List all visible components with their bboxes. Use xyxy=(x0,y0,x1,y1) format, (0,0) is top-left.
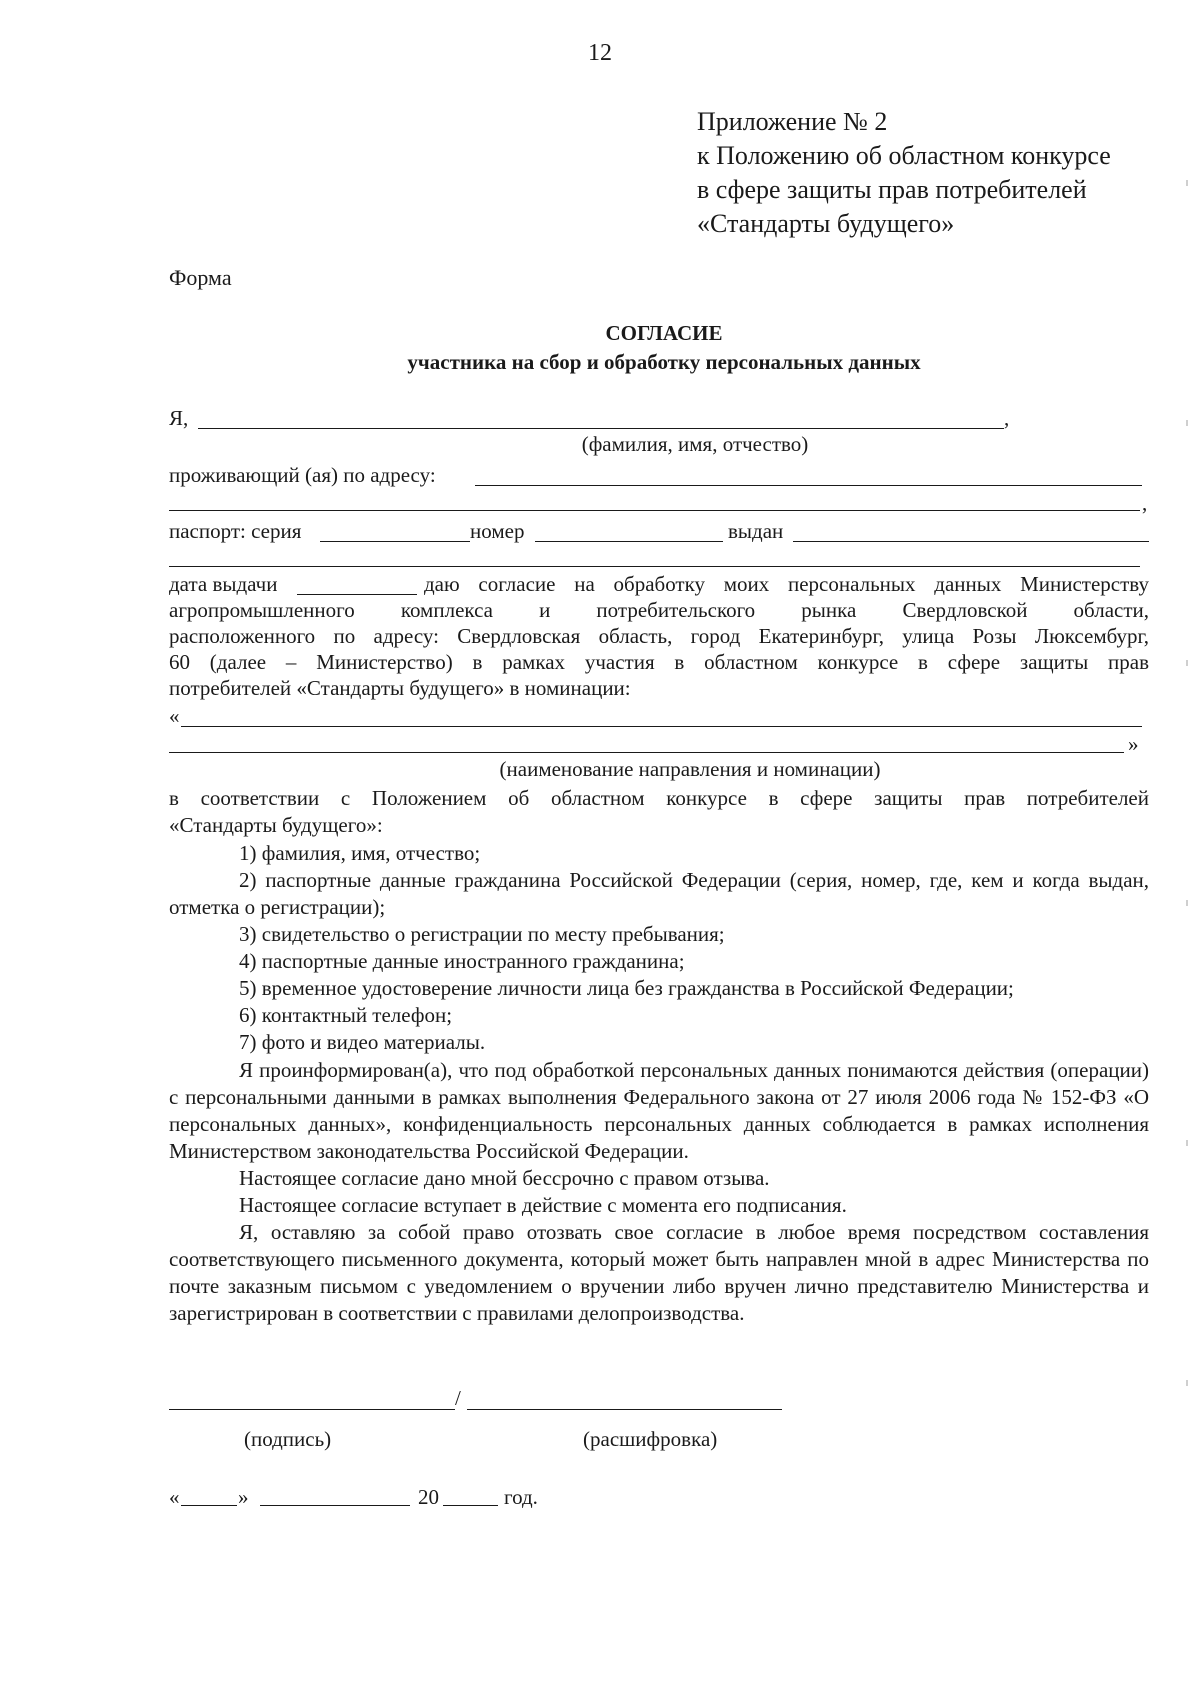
paragraph-revoke: Я, оставляю за собой право отозвать свое согласие в любое время посредством составления соответствующего письменного документа, который может быть направлен мной в адрес Министерства по почте заказным письмом с уведомлением о вручении либо вручен лично представителю Министерства и зарегистрирован в соответствии с правилами делопроизводства. xyxy=(169,1220,1149,1325)
signature-line[interactable] xyxy=(169,1409,455,1410)
nomination-line-1[interactable] xyxy=(181,726,1142,727)
address-line-1[interactable] xyxy=(475,485,1142,486)
scan-edge-mark xyxy=(1186,1380,1188,1386)
consent-line-1: даю согласие на обработку моих персональных данных Министерству xyxy=(424,572,1149,596)
consent-line-5: потребителей «Стандарты будущего» в номинации: xyxy=(169,676,631,700)
nomination-open-quote: « xyxy=(169,704,180,728)
date-close-quote: » xyxy=(238,1485,249,1509)
nomination-line-2[interactable] xyxy=(169,752,1124,753)
passport-series-line[interactable] xyxy=(320,541,470,542)
scan-edge-mark xyxy=(1186,180,1188,186)
page-number: 12 xyxy=(588,40,612,66)
decode-line[interactable] xyxy=(467,1409,782,1410)
paragraphs xyxy=(169,1057,1149,1327)
issue-date-label: дата выдачи xyxy=(169,572,278,596)
passport-number-label: номер xyxy=(470,519,525,543)
passport-issued-line[interactable] xyxy=(793,541,1149,542)
signature-caption: (подпись) xyxy=(244,1427,332,1451)
signature-slash: / xyxy=(455,1386,461,1410)
appendix-sphere: в сфере защиты прав потребителей xyxy=(697,175,1087,204)
address-label: проживающий (ая) по адресу: xyxy=(169,463,436,487)
nomination-caption: (наименование направления и номинации) xyxy=(499,757,881,781)
list-item: 1) фамилия, имя, отчество; xyxy=(239,841,481,865)
appendix-header xyxy=(697,105,1111,241)
consent-line-4: 60 (далее – Министерство) в рамках участия в областном конкурсе в сфере защиты прав xyxy=(169,650,1149,674)
nomination-close-quote: » xyxy=(1128,732,1139,756)
decode-caption: (расшифровка) xyxy=(583,1427,718,1451)
form-label: Форма xyxy=(169,265,232,290)
passport-issued-label: выдан xyxy=(728,519,784,543)
date-year-prefix: 20 xyxy=(418,1485,439,1509)
document-subtitle: участника на сбор и обработку персональных данных xyxy=(407,350,921,374)
list-item: 2) паспортные данные гражданина Российской Федерации (серия, номер, где, кем и когда выдан, отметка о регистрации); xyxy=(169,868,1149,919)
paragraph-informed: Я проинформирован(а), что под обработкой персональных данных понимаются действия (операции) с персональными данными в рамках выполнения Федерального закона от 27 июля 2006 года № 152-ФЗ «О персональных данных», конфиденциальность персональных данных соблюдается в рамках исполнения Министерством законодательства Российской Федерации. xyxy=(169,1058,1149,1163)
accordance-line: в соответствии с Положением об областном конкурсе в сфере защиты прав потребителей xyxy=(169,786,1149,810)
list-item: 3) свидетельство о регистрации по месту пребывания; xyxy=(239,922,725,946)
list-item: 5) временное удостоверение личности лица без гражданства в Российской Федерации; xyxy=(239,976,1014,1000)
date-day-line[interactable] xyxy=(181,1505,237,1506)
passport-number-line[interactable] xyxy=(535,541,723,542)
list-item: 4) паспортные данные иностранного гражданина; xyxy=(239,949,685,973)
scan-edge-mark xyxy=(1186,660,1188,666)
appendix-contest-name: «Стандарты будущего» xyxy=(697,209,955,238)
address-line-comma: , xyxy=(1142,491,1148,515)
scan-edge-mark xyxy=(1186,900,1188,906)
list-item: 6) контактный телефон; xyxy=(239,1003,453,1027)
fio-line[interactable] xyxy=(198,428,1004,429)
paragraph-effective: Настоящее согласие вступает в действие с момента его подписания. xyxy=(239,1193,847,1217)
list-item: 7) фото и видео материалы. xyxy=(239,1030,486,1054)
appendix-regulation: к Положению об областном конкурсе xyxy=(697,141,1111,170)
consent-line-3: расположенного по адресу: Свердловская область, город Екатеринбург, улица Розы Люксембург, xyxy=(169,624,1149,648)
date-open-quote: « xyxy=(169,1485,180,1509)
passport-series-label: паспорт: серия xyxy=(169,519,302,543)
consent-line-2: агропромышленного комплекса и потребительского рынка Свердловской области, xyxy=(169,598,1149,622)
date-month-line[interactable] xyxy=(260,1505,410,1506)
fio-caption: (фамилия, имя, отчество) xyxy=(581,432,809,456)
accordance-last: «Стандарты будущего»: xyxy=(169,813,383,837)
date-year-line[interactable] xyxy=(443,1505,498,1506)
data-list xyxy=(169,840,1149,1056)
paragraph-indefinite: Настоящее согласие дано мной бессрочно с правом отзыва. xyxy=(239,1166,770,1190)
scan-edge-mark xyxy=(1186,420,1188,426)
issue-date-line[interactable] xyxy=(297,594,417,595)
appendix-number: Приложение № 2 xyxy=(697,107,888,136)
scan-edge-mark xyxy=(1186,1140,1188,1146)
address-line-2[interactable] xyxy=(169,510,1140,511)
fio-line-comma: , xyxy=(1004,406,1010,430)
document-title: СОГЛАСИЕ xyxy=(605,321,723,345)
consent-body xyxy=(169,597,1149,701)
passport-issued-line-2[interactable] xyxy=(169,566,1140,567)
date-year-suffix: год. xyxy=(504,1485,538,1509)
ya-label: Я, xyxy=(169,406,189,430)
